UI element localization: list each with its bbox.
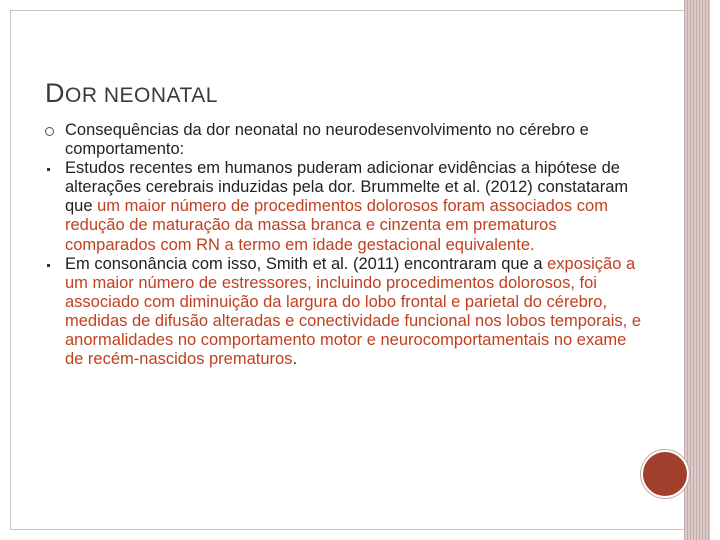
list-item [45,159,645,254]
frame-top-line [10,10,684,11]
decorative-circle-ornament [641,450,689,498]
item-highlight-text: um maior número de procedimentos dolorosos foram associados com redução de maturação da massa branca e cinzenta em prematuros comparados com RN a termo em idade gestacional equivalente. [65,197,608,254]
frame-bottom-line [10,529,684,530]
decorative-side-bar [684,0,710,540]
item-highlight-text: exposição a um maior número de estressores, incluindo procedimentos dolorosos, foi associado com diminuição da largura do lobo frontal e parietal do cérebro, medidas de difusão alteradas e conectividade funcional nos lobos temporais, e anormalidades no comportamento motor e neurocomportamentais no exame de recém-nascidos prematuros [65,254,642,369]
list-item [45,255,645,370]
side-bar-edge [710,0,720,540]
slide-title [45,78,218,109]
item-text-end: . [292,350,298,369]
title-first-letter: D [45,78,65,108]
item-text: Em consonância com isso, Smith et al. (2011) encontraram que a [65,254,548,273]
dot-bullet-icon [47,264,50,267]
item-text: Estudos recentes em humanos puderam adicionar evidências a hipótese de alterações cerebrais induzidas pela dor. Brummelte et al. (2012) constataram que [65,159,629,216]
frame-left-line [10,10,11,530]
slide-content [45,121,645,369]
circle-bullet-icon [45,127,54,136]
dot-bullet-icon [47,168,50,171]
list-item [45,121,645,159]
title-rest: OR NEONATAL [65,84,218,107]
item-text: Consequências da dor neonatal no neurodesenvolvimento no cérebro e comportamento: [65,121,589,159]
